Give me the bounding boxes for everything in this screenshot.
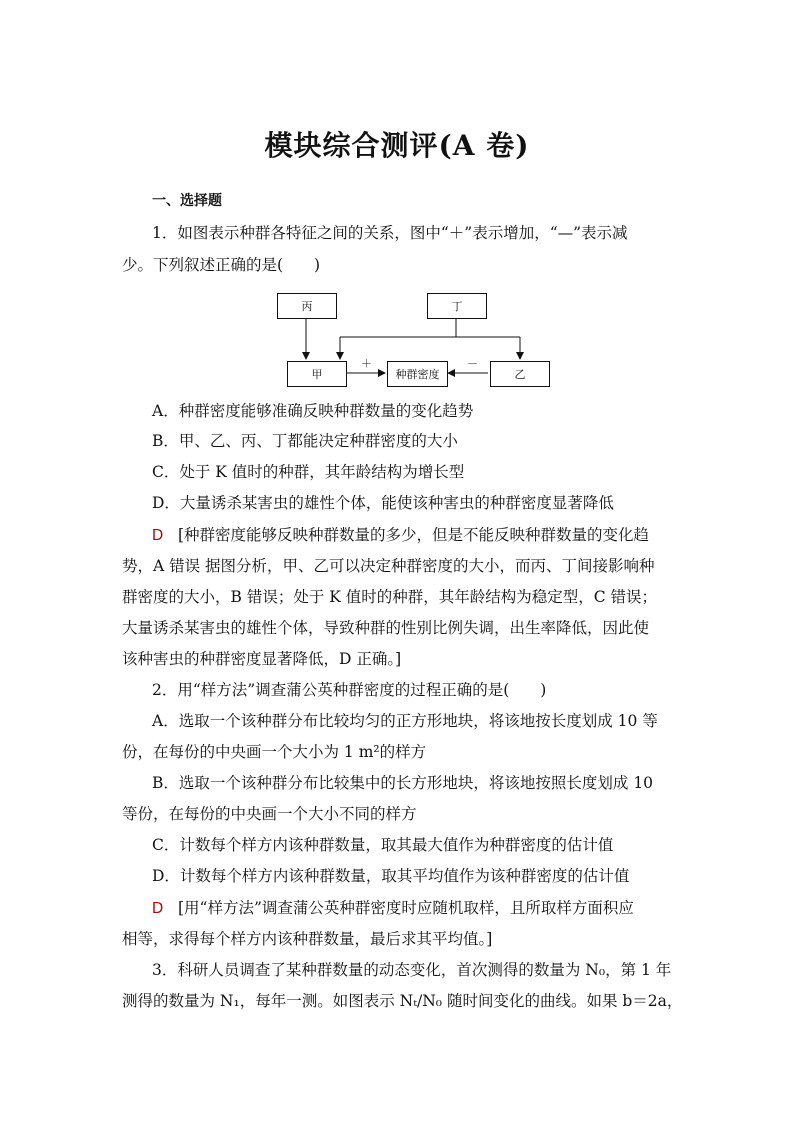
q1-option-d: D．大量诱杀某害虫的雄性个体，能使该种害虫的种群密度显著降低	[152, 494, 614, 512]
q2-option-a-2: 份，在每份的中央画一个大小为 1 m²的样方	[122, 743, 427, 761]
q2-option-b-2: 等份，在每份的中央画一个大小不同的样方	[122, 805, 417, 823]
q1-answer-line	[152, 524, 682, 547]
q1-explanation-1: [种群密度能够反映种群数量的多少，但是不能反映种群数量的变化趋	[177, 526, 650, 544]
page-title: 模块综合测评(A 卷)	[264, 129, 530, 162]
q1-option-c: C．处于 K 值时的种群，其年龄结构为增长型	[152, 463, 465, 481]
box-population-density: 种群密度	[387, 361, 448, 387]
q1-stem-line2: 少。下列叙述正确的是( )	[122, 256, 321, 274]
q1-explanation-4: 大量诱杀某害虫的雄性个体，导致种群的性别比例失调，出生率降低，因此使	[122, 619, 650, 637]
q2-option-b-1: B．选取一个该种群分布比较集中的长方形地块，将该地按照长度划成 10	[152, 774, 654, 792]
q2-explanation-1: [用“样方法”调查蒲公英种群密度时应随机取样，且所取样方面积应	[177, 899, 634, 917]
q1-stem-line1: 1．如图表示种群各特征之间的关系，图中“＋”表示增加，“—”表示减	[152, 224, 628, 242]
q1-option-b: B．甲、乙、丙、丁都能决定种群密度的大小	[152, 432, 458, 450]
q3-stem-line1: 3．科研人员调查了某种群数量的动态变化，首次测得的数量为 N₀，第 1 年	[152, 961, 672, 979]
q1-explanation-5: 该种害虫的种群密度显著降低，D 正确。]	[122, 650, 402, 668]
q1-answer: D	[152, 527, 164, 544]
q2-answer: D	[152, 900, 164, 917]
q3-stem-line2: 测得的数量为 N₁，每年一测。如图表示 Nₜ/N₀ 随时间变化的曲线。如果 b＝2a，	[122, 992, 683, 1010]
q2-answer-line	[152, 897, 682, 920]
q1-explanation-2: 势，A 错误 据图分析，甲、乙可以决定种群密度的大小，而丙、丁间接影响种	[122, 557, 655, 575]
plus-sign: ＋	[361, 357, 372, 370]
box-jia: 甲	[287, 361, 347, 387]
q2-option-a-1: A．选取一个该种群分布比较均匀的正方形地块，将该地按长度划成 10 等	[152, 712, 658, 730]
section-heading: 一、选择题	[152, 193, 222, 209]
q1-option-a: A．种群密度能够准确反映种群数量的变化趋势	[152, 402, 474, 420]
box-ding: 丁	[427, 293, 487, 319]
box-bing: 丙	[277, 293, 337, 319]
q2-explanation-2: 相等，求得每个样方内该种群数量，最后求其平均值。]	[122, 930, 493, 948]
box-yi: 乙	[490, 361, 550, 387]
q2-option-c: C．计数每个样方内该种群数量，取其最大值作为种群密度的估计值	[152, 836, 614, 854]
q2-stem: 2．用“样方法”调查蒲公英种群密度的过程正确的是( )	[152, 681, 547, 699]
population-diagram	[272, 287, 562, 397]
minus-sign: －	[467, 357, 478, 370]
q2-option-d: D．计数每个样方内该种群数量，取其平均值作为该种群密度的估计值	[152, 867, 630, 885]
q1-explanation-3: 群密度的大小，B 错误；处于 K 值时的种群，其年龄结构为稳定型，C 错误；	[122, 588, 658, 606]
